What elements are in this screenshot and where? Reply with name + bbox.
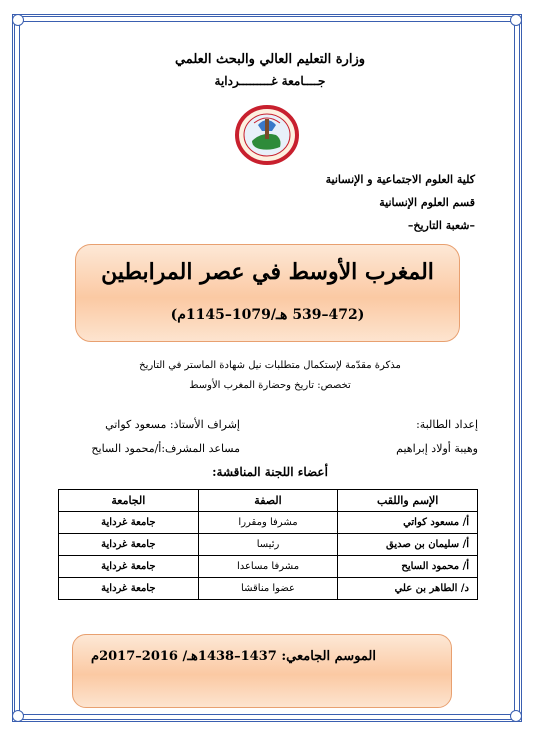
branch-name: –شعبة التاريخ–: [407, 219, 475, 232]
member-role: عضوا مناقشا: [198, 578, 338, 600]
member-role: مشرفا مساعدا: [198, 556, 338, 578]
table-row: [59, 534, 478, 556]
academic-season: الموسم الجامعي: 1437–1438هـ/ 2016–2017م: [91, 649, 376, 664]
column-header: الإسم واللقب: [338, 490, 478, 512]
member-university: جامعة غرداية: [59, 556, 199, 578]
member-name: أ/ مسعود كواتي: [338, 512, 478, 534]
ministry-name: وزارة التعليم العالي والبحث العلمي: [174, 52, 366, 67]
committee-heading: أعضاء اللجنة المناقشة:: [212, 465, 328, 479]
member-university: جامعة غرداية: [59, 534, 199, 556]
table-row: [59, 512, 478, 534]
table-row: [59, 578, 478, 600]
university-emblem-icon: [232, 105, 302, 165]
memo-purpose: مذكرة مقدّمة لإستكمال متطلبات نيل شهادة الماستر في التاريخ: [139, 360, 401, 371]
table-row: [59, 556, 478, 578]
title-box: [75, 244, 460, 342]
department-name: قسم العلوم الإنسانية: [379, 196, 475, 209]
table-header-row: [59, 490, 478, 512]
university-name: جــــامعة غـــــــــرداية: [214, 74, 326, 88]
prepared-by-label: إعداد الطالبة:: [416, 418, 478, 431]
memo-specialty: تخصص: تاريخ وحضارة المغرب الأوسط: [189, 380, 351, 391]
member-name: د/ الطاهر بن علي: [338, 578, 478, 600]
member-university: جامعة غرداية: [59, 512, 199, 534]
member-role: رئيسا: [198, 534, 338, 556]
student-name: وهيبة أولاد إبراهيم: [396, 442, 478, 455]
supervisor: إشراف الأستاذ: مسعود كواتي: [105, 418, 240, 431]
member-name: أ/ محمود السايح: [338, 556, 478, 578]
season-box: [72, 634, 452, 708]
column-header: الصفة: [198, 490, 338, 512]
committee-table: [58, 489, 478, 600]
thesis-dates: (472–539 هـ/1079–1145م): [170, 307, 365, 323]
member-name: أ/ سليمان بن صديق: [338, 534, 478, 556]
column-header: الجامعة: [59, 490, 199, 512]
assistant-supervisor: مساعد المشرف:أ/محمود السايح: [91, 442, 240, 455]
thesis-title: المغرب الأوسط في عصر المرابطين: [101, 259, 434, 285]
faculty-name: كلية العلوم الاجتماعية و الإنسانية: [325, 173, 475, 186]
member-role: مشرفا ومقررا: [198, 512, 338, 534]
member-university: جامعة غرداية: [59, 578, 199, 600]
